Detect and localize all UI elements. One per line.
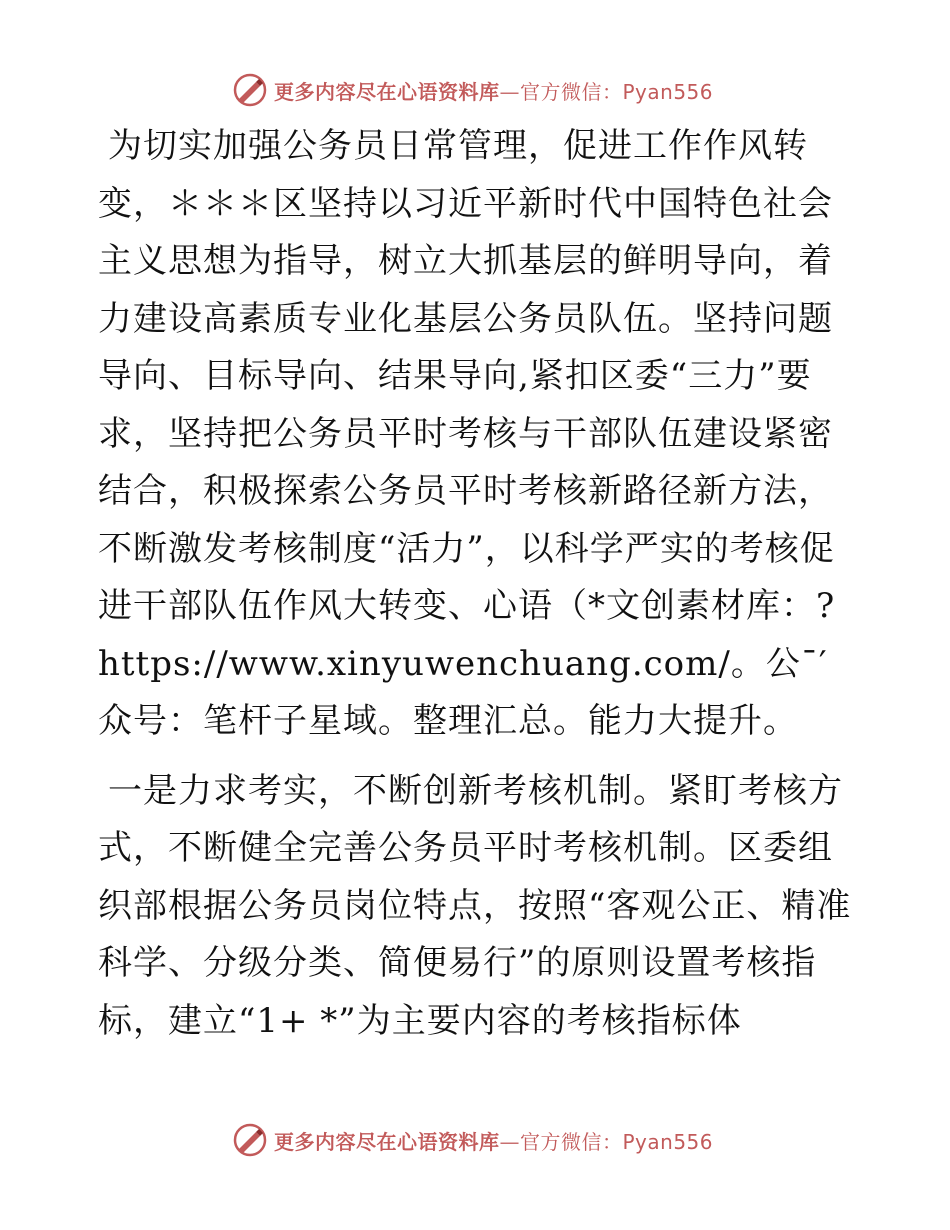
paragraph-intro: 为切实加强公务员日常管理，促进工作作风转变，＊＊＊区坚持以习近平新时代中国特色社会主义思想为指导，树立大抓基层的鲜明导向，着力建设高素质专业化基层公务员队伍。坚持问题导向、目标导向、结果导向,紧扣区委“三力”要求，坚持把公务员平时考核与干部队伍建设紧密结合，积极探索公务员平时考核新路径新方法，不断激发考核制度“活力”，以科学严实的考核促进干部队伍作风大转变、心语（*文创素材库：?https://www.xinyuwenchuang.com/。公¯′众号：笔杆子星域。整理汇总。能力大提升。 — [98, 126, 836, 741]
watermark-wechat-id: Pyan556 — [622, 79, 714, 104]
header-watermark — [232, 70, 713, 110]
watermark-text — [274, 76, 713, 105]
watermark-separator: — — [499, 79, 520, 104]
document-body — [98, 118, 854, 1050]
watermark-wechat-label: 官方微信： — [520, 79, 623, 104]
watermark-wechat-id: Pyan556 — [622, 1129, 714, 1154]
footer-watermark — [232, 1120, 713, 1160]
watermark-site-text: 更多内容尽在心语资料库 — [274, 79, 500, 104]
watermark-text — [274, 1126, 713, 1155]
watermark-separator: — — [499, 1129, 520, 1154]
pen-logo-icon — [232, 1122, 268, 1158]
watermark-wechat-label: 官方微信： — [520, 1129, 623, 1154]
watermark-site-text: 更多内容尽在心语资料库 — [274, 1129, 500, 1154]
paragraph-point-one: 一是力求考实，不断创新考核机制。紧盯考核方式，不断健全完善公务员平时考核机制。区委组织部根据公务员岗位特点，按照“客观公正、精准科学、分级分类、简便易行”的原则设置考核指标，建立“1+ *”为主要内容的考核指标体 — [98, 770, 852, 1041]
pen-logo-icon — [232, 72, 268, 108]
